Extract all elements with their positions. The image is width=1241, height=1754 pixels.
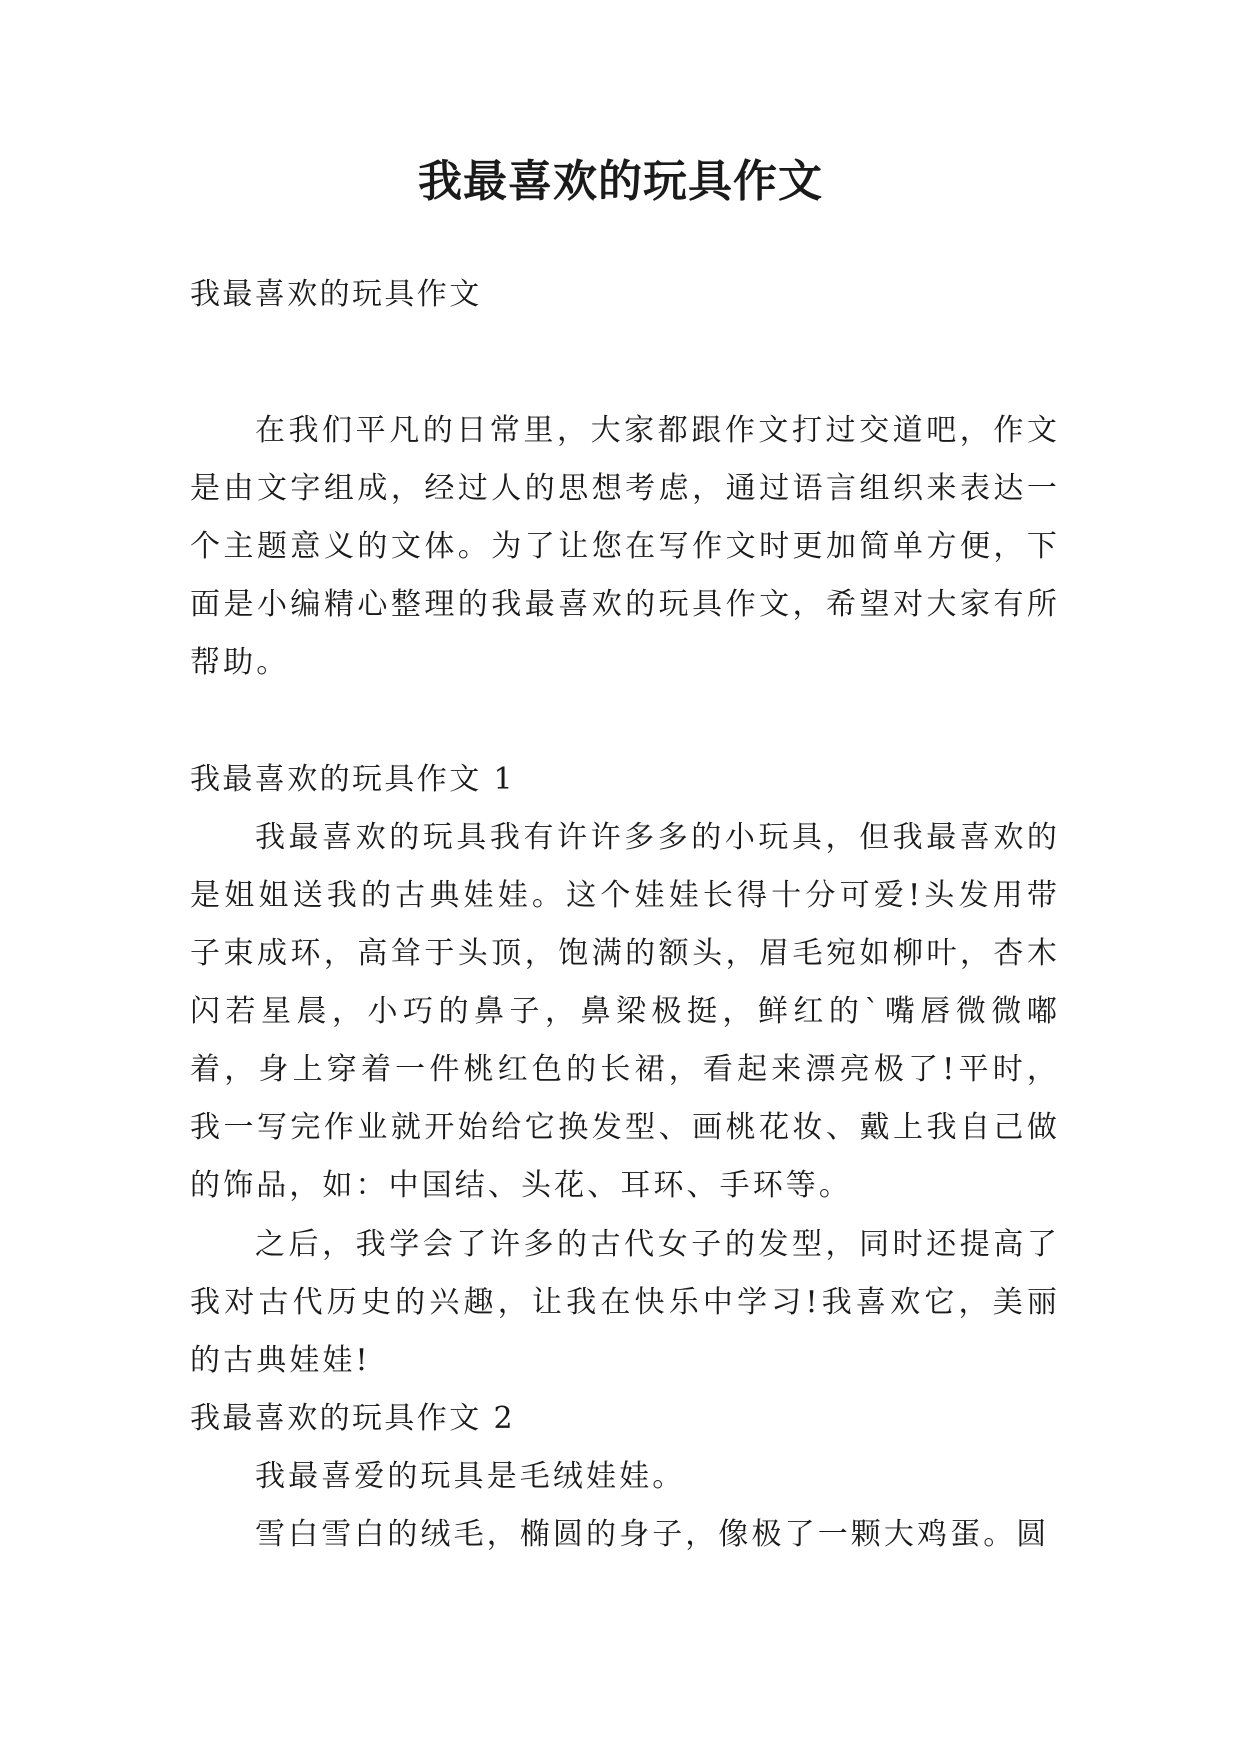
document-subtitle: 我最喜欢的玩具作文: [190, 277, 482, 312]
section-2-heading: 我最喜欢的玩具作文 2: [190, 1401, 516, 1436]
section-2-paragraph-2: 雪白雪白的绒毛，椭圆的身子，像极了一颗大鸡蛋。圆: [255, 1517, 1050, 1552]
intro-paragraph: 在我们平凡的日常里，大家都跟作文打过交道吧，作文是由文字组成，经过人的思想考虑，通过语言组织来表达一个主题意义的文体。为了让您在写作文时更加简单方便，下面是小编精心整理的我最喜欢的玩具作文，希望对大家有所帮助。: [190, 413, 1060, 680]
section-2-paragraph-1: 我最喜爱的玩具是毛绒娃娃。: [255, 1459, 686, 1494]
section-1-heading: 我最喜欢的玩具作文 1: [190, 762, 516, 797]
document-title: 我最喜欢的玩具作文: [418, 156, 823, 207]
section-1-paragraph-2: 之后，我学会了许多的古代女子的发型，同时还提高了我对古代历史的兴趣，让我在快乐中学习!我喜欢它，美丽的古典娃娃!: [190, 1227, 1060, 1378]
section-1-paragraph-1: 我最喜欢的玩具我有许许多多的小玩具，但我最喜欢的是姐姐送我的古典娃娃。这个娃娃长得十分可爱!头发用带子束成环，高耸于头顶，饱满的额头，眉毛宛如柳叶，杏木闪若星晨，小巧的鼻子，鼻梁极挺，鲜红的`嘴唇微微嘟着，身上穿着一件桃红色的长裙，看起来漂亮极了!平时，我一写完作业就开始给它换发型、画桃花妆、戴上我自己做的饰品，如：中国结、头花、耳环、手环等。: [190, 820, 1060, 1203]
